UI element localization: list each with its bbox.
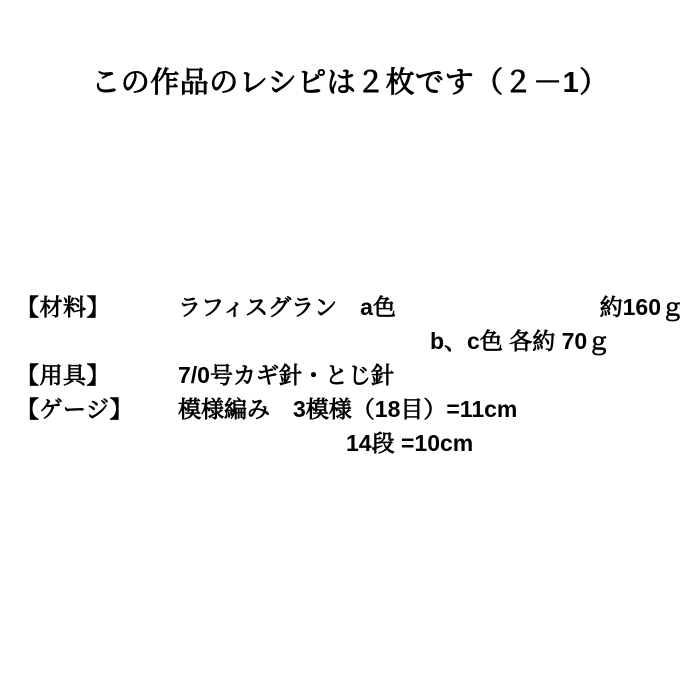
spec-label-tools: 【用具】 [16, 362, 110, 388]
spec-value-tools-main: 7/0号カギ針・とじ針 [178, 362, 394, 388]
spec-value-gauge [178, 398, 688, 421]
spec-value-materials-main: ラフィスグラン a色 [178, 294, 396, 320]
spec-subrow-materials-text: b、c色 各約 70ｇ [430, 328, 611, 354]
spec-subrow-gauge-text: 14段 =10cm [346, 430, 474, 456]
spec-label-materials: 【材料】 [16, 294, 110, 320]
spec-row-materials [16, 296, 688, 330]
page-title: この作品のレシピは２枚です（２－1） [91, 67, 609, 99]
spec-value-gauge-main: 模様編み 3模様（18目）=11cm [178, 396, 518, 422]
spec-row-gauge [16, 398, 688, 432]
spec-value-materials-amount: 約160ｇ [599, 294, 684, 320]
spec-value-tools [178, 364, 688, 387]
spec-label-gauge: 【ゲージ】 [16, 396, 134, 422]
spec-subrow-materials [16, 330, 688, 364]
spec-value-materials [178, 296, 688, 319]
spec-row-tools [16, 364, 688, 398]
spec-subrow-gauge [16, 432, 688, 466]
spec-list [16, 296, 688, 466]
